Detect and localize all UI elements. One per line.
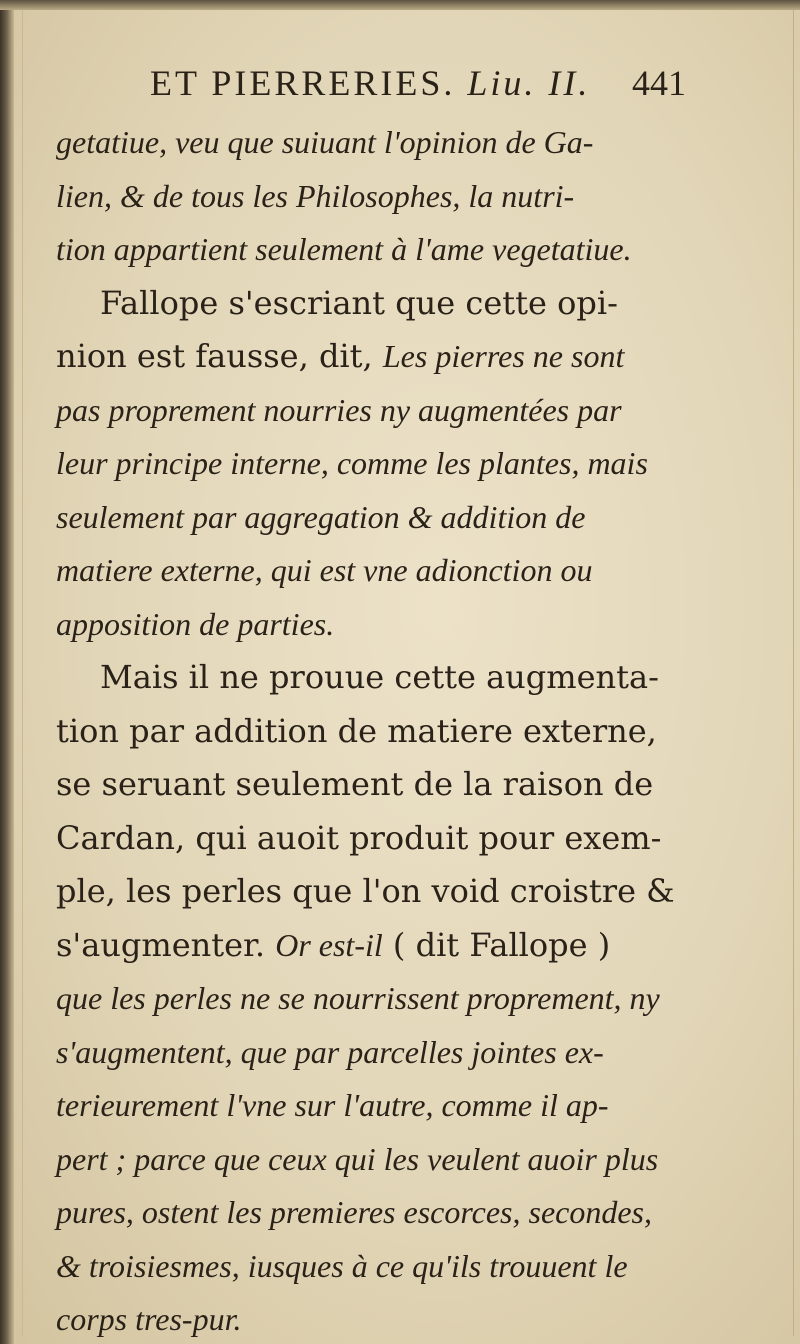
roman-text: ( dit Fallope ) xyxy=(382,925,611,964)
running-head-title: ET PIERRERIES. xyxy=(150,63,456,103)
roman-text: se seruant seulement de la raison de xyxy=(56,765,654,803)
italic-text: apposition de parties. xyxy=(56,605,335,642)
italic-text: getatiue, veu que suiuant l'opinion de Ga- xyxy=(56,124,594,160)
text-line xyxy=(56,223,680,277)
text-line xyxy=(56,277,680,331)
roman-text: tion par addition de matiere externe, xyxy=(56,711,657,750)
text-line xyxy=(56,1240,680,1294)
italic-text: seulement par aggregation & addition de xyxy=(56,498,586,535)
text-line xyxy=(56,972,680,1026)
italic-text: corps tres-pur. xyxy=(56,1301,242,1337)
text-line xyxy=(56,812,680,866)
text-line xyxy=(56,598,680,652)
roman-text: Fallope s'escriant que cette opi- xyxy=(100,283,618,322)
text-block xyxy=(56,116,680,1344)
text-line xyxy=(56,544,680,598)
roman-text: Mais il ne prouue cette augmenta- xyxy=(100,658,659,696)
text-line xyxy=(56,1133,680,1187)
roman-text: s'augmenter. xyxy=(56,925,276,964)
roman-text: Cardan, qui auoit produit pour exem- xyxy=(56,818,662,857)
italic-text: matiere externe, qui est vne adionction ou xyxy=(56,552,593,588)
text-line xyxy=(56,651,680,705)
italic-text: Les pierres ne sont xyxy=(382,338,625,374)
text-line xyxy=(56,330,680,384)
top-edge-shadow xyxy=(0,0,800,10)
text-line xyxy=(56,384,680,438)
text-line xyxy=(56,705,680,759)
book-spine-shadow xyxy=(0,0,14,1344)
text-line xyxy=(56,491,680,545)
roman-text: nion est fausse, dit, xyxy=(56,337,383,375)
italic-text: Or est-il xyxy=(275,926,383,963)
italic-text: & troisiesmes, iusques à ce qu'ils trouuent le xyxy=(56,1247,628,1284)
text-line xyxy=(56,1026,680,1080)
italic-text: que les perles ne se nourrissent proprement, ny xyxy=(56,980,660,1016)
text-line xyxy=(56,919,680,973)
roman-text: ple, les perles que l'on void croistre & xyxy=(56,872,675,910)
running-head-book: Liu. II. xyxy=(467,63,591,103)
text-line xyxy=(56,758,680,812)
text-line xyxy=(56,437,680,491)
italic-text: pures, ostent les premieres escorces, secondes, xyxy=(56,1194,652,1230)
italic-text: terieurement l'vne sur l'autre, comme il ap- xyxy=(56,1087,609,1123)
page-header xyxy=(126,58,686,118)
italic-text: pas proprement nourries ny augmentées par xyxy=(56,391,622,428)
text-line xyxy=(56,170,680,224)
text-line xyxy=(56,865,680,919)
text-line xyxy=(56,116,680,170)
page-number: 441 xyxy=(632,63,686,103)
text-line xyxy=(56,1079,680,1133)
italic-text: s'augmentent, que par parcelles jointes ex- xyxy=(56,1033,604,1070)
italic-text: pert ; parce que ceux qui les veulent auoir plus xyxy=(56,1140,659,1177)
italic-text: leur principe interne, comme les plantes, mais xyxy=(56,445,648,481)
text-line xyxy=(56,1293,680,1344)
italic-text: tion appartient seulement à l'ame vegetatiue. xyxy=(56,231,632,267)
text-line xyxy=(56,1186,680,1240)
running-head xyxy=(150,62,590,104)
italic-text: lien, & de tous les Philosophes, la nutri- xyxy=(56,177,575,214)
